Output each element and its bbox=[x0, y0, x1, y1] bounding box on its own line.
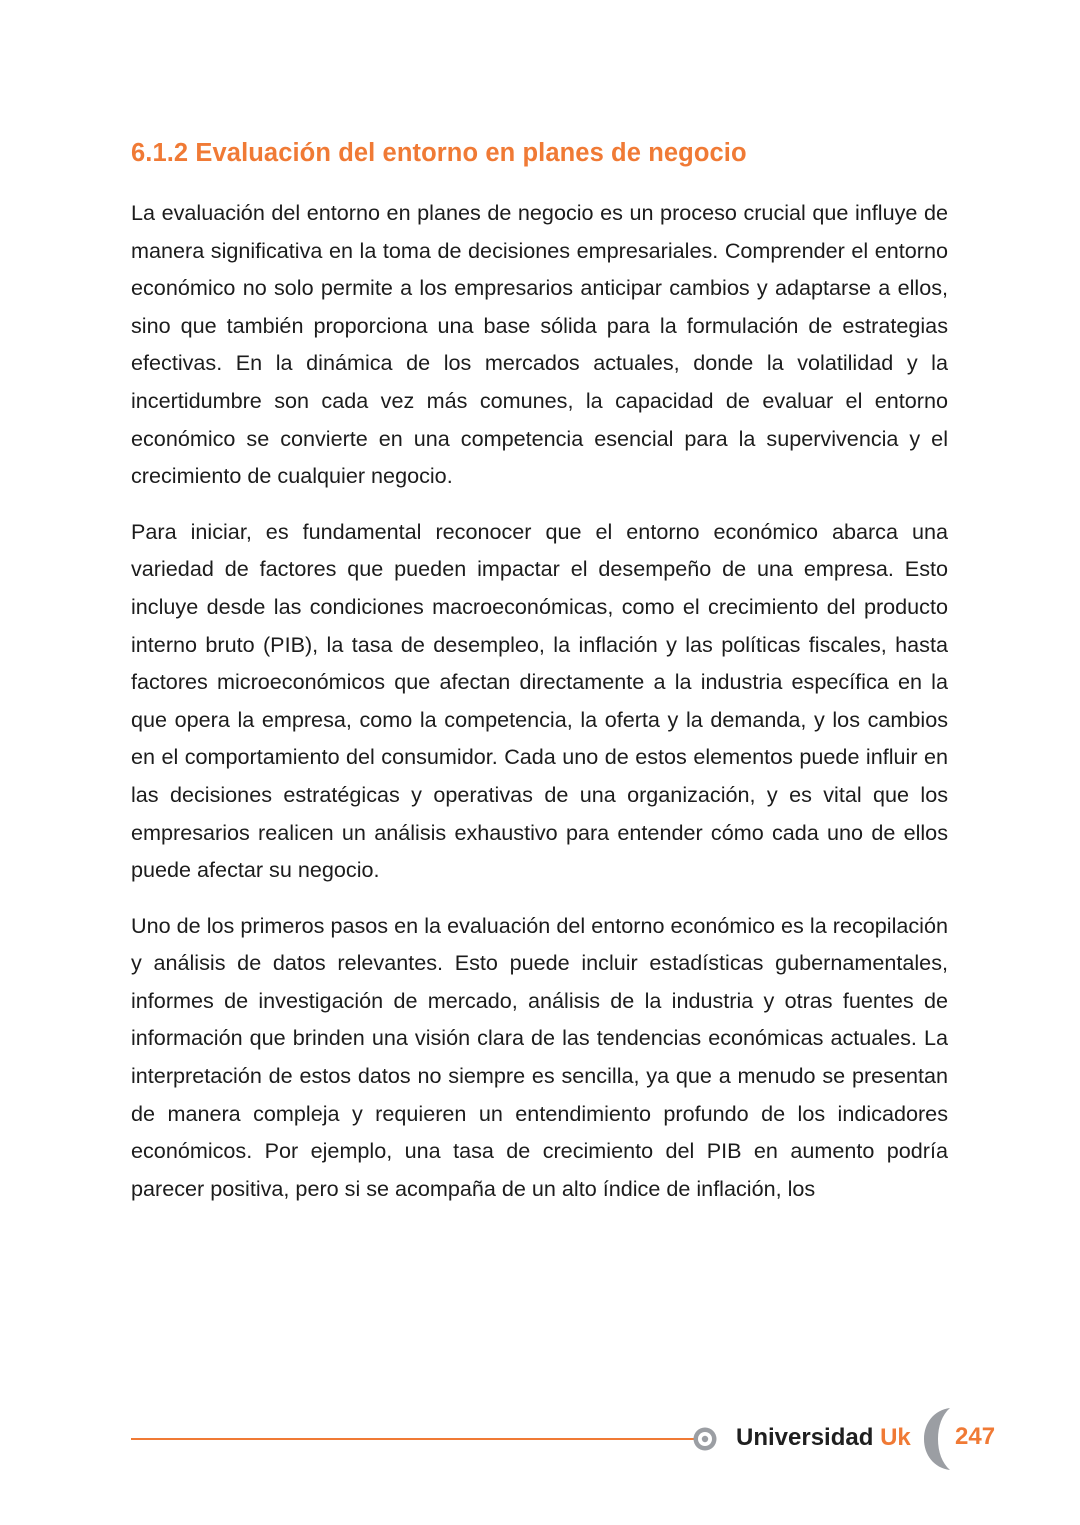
brand-name: Universidad bbox=[736, 1424, 874, 1451]
target-dot-icon bbox=[692, 1426, 718, 1452]
body-paragraph: Uno de los primeros pasos en la evaluación del entorno económico es la recopilación y análisis de datos relevantes. Esto puede incluir estadísticas gubernamentales, informes de investigación de mercado, análisis de la industria y otras fuentes de información que brinden una visión clara de las tendencias económicas actuales. La interpretación de estos datos no siempre es sencilla, ya que a menudo se presentan de manera compleja y requieren un entendimiento profundo de los indicadores económicos. Por ejemplo, una tasa de crecimiento del PIB en aumento podría parecer positiva, pero si se acompaña de un alto índice de inflación, los bbox=[131, 912, 948, 1201]
crescent-logo-icon bbox=[920, 1406, 952, 1472]
brand-suffix: Uk bbox=[880, 1424, 911, 1451]
section-title: 6.1.2 Evaluación del entorno en planes de negocio bbox=[131, 139, 747, 167]
page-content bbox=[131, 134, 948, 1225]
brand-logo-text bbox=[736, 1422, 911, 1454]
body-paragraph: La evaluación del entorno en planes de negocio es un proceso crucial que influye de manera significativa en la toma de decisiones empresariales. Comprender el entorno económico no solo permite a los empresarios anticipar cambios y adaptarse a ellos, sino que también proporciona una base sólida para la formulación de estrategias efectivas. En la dinámica de los mercados actuales, donde la volatilidad y la incertidumbre son cada vez más comunes, la capacidad de evaluar el entorno económico se convierte en una competencia esencial para la supervivencia y el crecimiento de cualquier negocio. bbox=[131, 200, 948, 489]
footer-divider bbox=[131, 1438, 696, 1440]
body-paragraph: Para iniciar, es fundamental reconocer que el entorno económico abarca una variedad de factores que pueden impactar el desempeño de una empresa. Esto incluye desde las condiciones macroeconómicas, como el crecimiento del producto interno bruto (PIB), la tasa de desempleo, la inflación y las políticas fiscales, hasta factores microeconómicos que afectan directamente a la industria específica en la que opera la empresa, como la competencia, la oferta y la demanda, y los cambios en el comportamiento del consumidor. Cada uno de estos elementos puede influir en las decisiones estratégicas y operativas de una organización, y es vital que los empresarios realicen un análisis exhaustivo para entender cómo cada uno de ellos puede afectar su negocio. bbox=[131, 518, 948, 883]
page-number: 247 bbox=[955, 1423, 996, 1450]
page-footer bbox=[0, 1400, 1080, 1480]
